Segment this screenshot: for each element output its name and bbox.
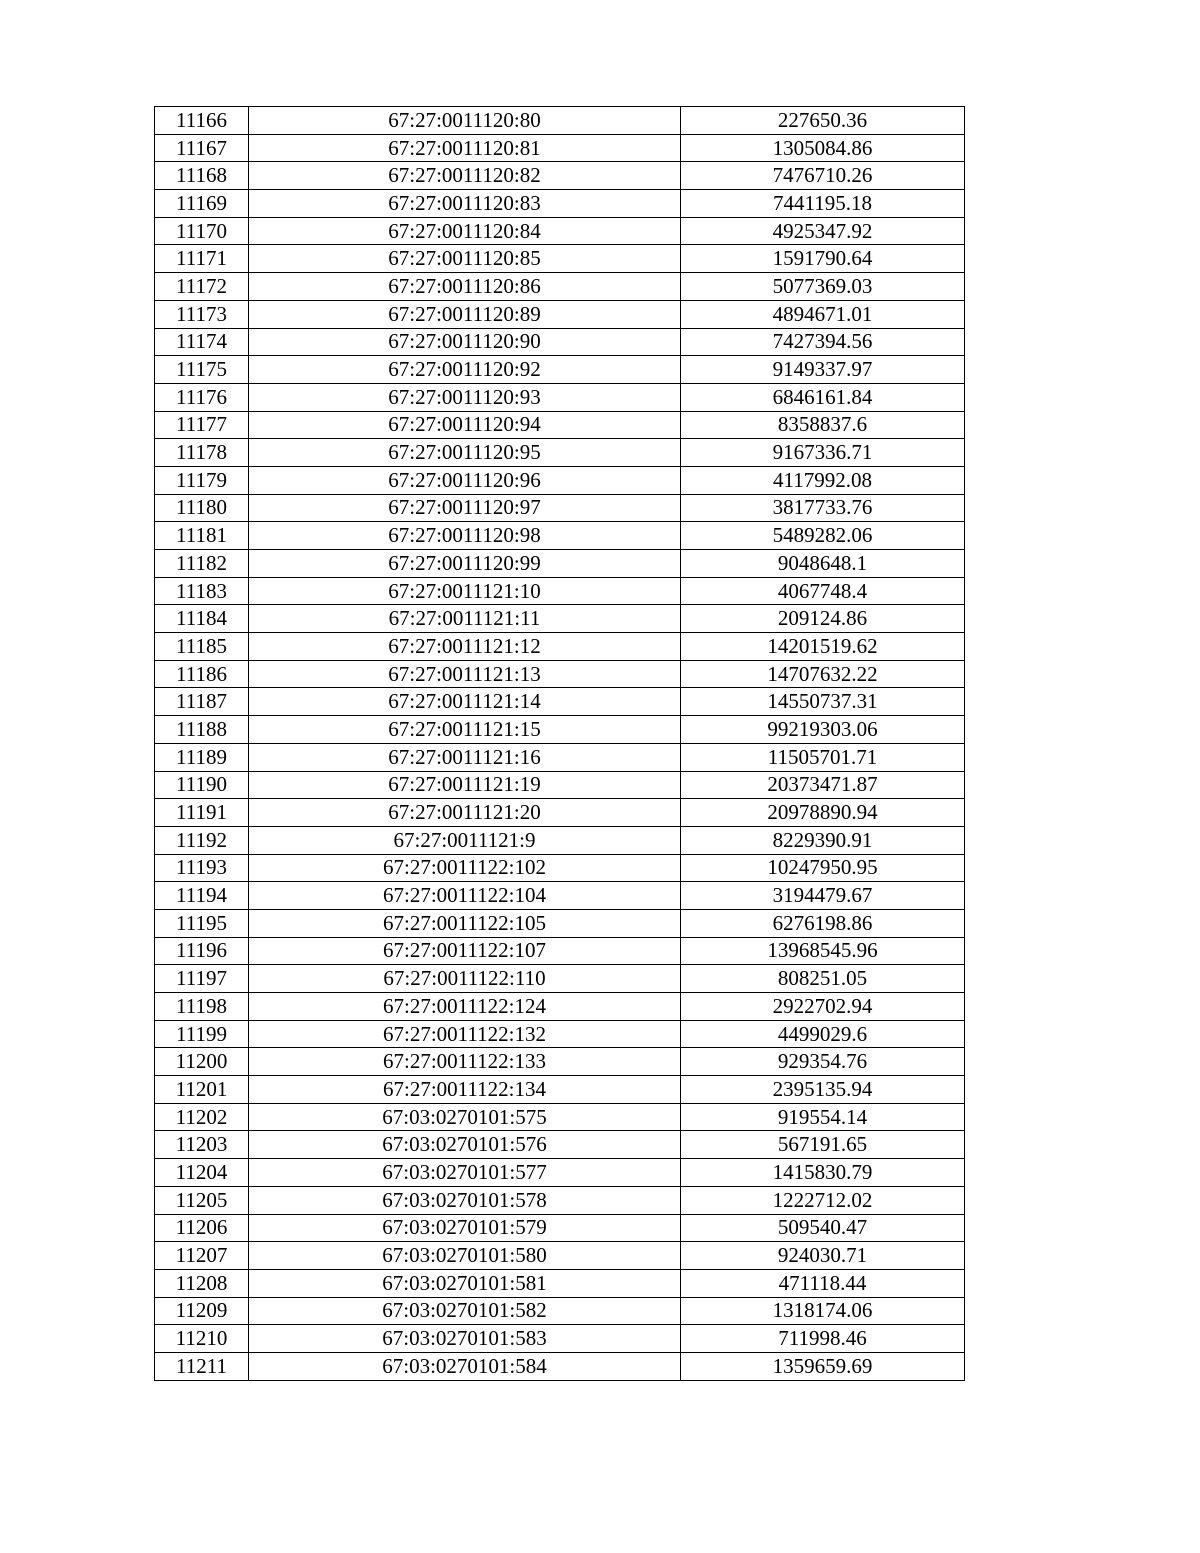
- table-row: [155, 1214, 965, 1242]
- value-cell: 14201519.62: [681, 633, 965, 661]
- table-row: [155, 494, 965, 522]
- table-row: [155, 1076, 965, 1104]
- value-cell: 1222712.02: [681, 1186, 965, 1214]
- cadastral-number-cell: 67:27:0011120:90: [249, 328, 681, 356]
- cadastral-number-cell: 67:27:0011121:10: [249, 577, 681, 605]
- cadastral-number-cell: 67:27:0011120:94: [249, 411, 681, 439]
- cadastral-number-cell: 67:03:0270101:577: [249, 1159, 681, 1187]
- row-number-cell: 11167: [155, 134, 249, 162]
- row-number-cell: 11182: [155, 550, 249, 578]
- table-row: [155, 743, 965, 771]
- table-row: [155, 1297, 965, 1325]
- value-cell: 9149337.97: [681, 356, 965, 384]
- value-cell: 919554.14: [681, 1103, 965, 1131]
- table-row: [155, 854, 965, 882]
- cadastral-number-cell: 67:27:0011120:80: [249, 107, 681, 135]
- cadastral-number-cell: 67:03:0270101:581: [249, 1269, 681, 1297]
- row-number-cell: 11211: [155, 1352, 249, 1380]
- value-cell: 1591790.64: [681, 245, 965, 273]
- cadastral-number-cell: 67:27:0011121:16: [249, 743, 681, 771]
- table-row: [155, 439, 965, 467]
- cadastral-number-cell: 67:27:0011121:12: [249, 633, 681, 661]
- value-cell: 227650.36: [681, 107, 965, 135]
- table-row: [155, 1103, 965, 1131]
- table-row: [155, 965, 965, 993]
- table-row: [155, 826, 965, 854]
- table-row: [155, 1352, 965, 1380]
- row-number-cell: 11191: [155, 799, 249, 827]
- value-cell: 5077369.03: [681, 273, 965, 301]
- row-number-cell: 11189: [155, 743, 249, 771]
- cadastral-number-cell: 67:27:0011120:83: [249, 190, 681, 218]
- value-cell: 1305084.86: [681, 134, 965, 162]
- cadastral-number-cell: 67:27:0011121:20: [249, 799, 681, 827]
- value-cell: 924030.71: [681, 1242, 965, 1270]
- row-number-cell: 11194: [155, 882, 249, 910]
- cadastral-number-cell: 67:27:0011120:86: [249, 273, 681, 301]
- row-number-cell: 11196: [155, 937, 249, 965]
- value-cell: 1318174.06: [681, 1297, 965, 1325]
- value-cell: 471118.44: [681, 1269, 965, 1297]
- value-cell: 2922702.94: [681, 993, 965, 1021]
- cadastral-number-cell: 67:27:0011120:98: [249, 522, 681, 550]
- table-row: [155, 1325, 965, 1353]
- value-cell: 1415830.79: [681, 1159, 965, 1187]
- row-number-cell: 11207: [155, 1242, 249, 1270]
- cadastral-number-cell: 67:27:0011122:134: [249, 1076, 681, 1104]
- value-cell: 711998.46: [681, 1325, 965, 1353]
- cadastral-number-cell: 67:27:0011121:19: [249, 771, 681, 799]
- row-number-cell: 11170: [155, 217, 249, 245]
- row-number-cell: 11205: [155, 1186, 249, 1214]
- row-number-cell: 11169: [155, 190, 249, 218]
- table-row: [155, 716, 965, 744]
- cadastral-number-cell: 67:27:0011122:110: [249, 965, 681, 993]
- row-number-cell: 11210: [155, 1325, 249, 1353]
- row-number-cell: 11188: [155, 716, 249, 744]
- row-number-cell: 11179: [155, 466, 249, 494]
- value-cell: 5489282.06: [681, 522, 965, 550]
- table-row: [155, 356, 965, 384]
- row-number-cell: 11174: [155, 328, 249, 356]
- table-row: [155, 1159, 965, 1187]
- row-number-cell: 11208: [155, 1269, 249, 1297]
- table-row: [155, 107, 965, 135]
- table-row: [155, 300, 965, 328]
- value-cell: 1359659.69: [681, 1352, 965, 1380]
- cadastral-number-cell: 67:27:0011121:13: [249, 660, 681, 688]
- table-row: [155, 577, 965, 605]
- row-number-cell: 11168: [155, 162, 249, 190]
- cadastral-number-cell: 67:27:0011120:92: [249, 356, 681, 384]
- value-cell: 4894671.01: [681, 300, 965, 328]
- cadastral-number-cell: 67:27:0011122:102: [249, 854, 681, 882]
- row-number-cell: 11201: [155, 1076, 249, 1104]
- row-number-cell: 11172: [155, 273, 249, 301]
- table-row: [155, 522, 965, 550]
- value-cell: 7427394.56: [681, 328, 965, 356]
- row-number-cell: 11184: [155, 605, 249, 633]
- value-cell: 14707632.22: [681, 660, 965, 688]
- value-cell: 509540.47: [681, 1214, 965, 1242]
- row-number-cell: 11166: [155, 107, 249, 135]
- value-cell: 209124.86: [681, 605, 965, 633]
- row-number-cell: 11178: [155, 439, 249, 467]
- table-row: [155, 909, 965, 937]
- cadastral-number-cell: 67:03:0270101:579: [249, 1214, 681, 1242]
- cadastral-number-cell: 67:27:0011120:89: [249, 300, 681, 328]
- row-number-cell: 11209: [155, 1297, 249, 1325]
- table-row: [155, 1131, 965, 1159]
- table-row: [155, 162, 965, 190]
- row-number-cell: 11190: [155, 771, 249, 799]
- table-row: [155, 633, 965, 661]
- row-number-cell: 11204: [155, 1159, 249, 1187]
- cadastral-number-cell: 67:03:0270101:582: [249, 1297, 681, 1325]
- row-number-cell: 11171: [155, 245, 249, 273]
- row-number-cell: 11202: [155, 1103, 249, 1131]
- value-cell: 929354.76: [681, 1048, 965, 1076]
- cadastral-number-cell: 67:27:0011121:15: [249, 716, 681, 744]
- cadastral-number-cell: 67:27:0011122:107: [249, 937, 681, 965]
- table-body: [155, 107, 965, 1381]
- table-row: [155, 245, 965, 273]
- table-row: [155, 383, 965, 411]
- cadastral-number-cell: 67:27:0011122:124: [249, 993, 681, 1021]
- row-number-cell: 11200: [155, 1048, 249, 1076]
- cadastral-number-cell: 67:27:0011121:11: [249, 605, 681, 633]
- row-number-cell: 11192: [155, 826, 249, 854]
- table-row: [155, 605, 965, 633]
- value-cell: 4499029.6: [681, 1020, 965, 1048]
- value-cell: 13968545.96: [681, 937, 965, 965]
- cadastral-number-cell: 67:03:0270101:578: [249, 1186, 681, 1214]
- cadastral-number-cell: 67:27:0011120:95: [249, 439, 681, 467]
- table-row: [155, 1186, 965, 1214]
- cadastral-number-cell: 67:27:0011120:93: [249, 383, 681, 411]
- table-row: [155, 134, 965, 162]
- row-number-cell: 11173: [155, 300, 249, 328]
- cadastral-number-cell: 67:27:0011121:9: [249, 826, 681, 854]
- table-row: [155, 882, 965, 910]
- table-row: [155, 328, 965, 356]
- value-cell: 20978890.94: [681, 799, 965, 827]
- cadastral-number-cell: 67:03:0270101:576: [249, 1131, 681, 1159]
- cadastral-number-cell: 67:27:0011120:85: [249, 245, 681, 273]
- table-row: [155, 993, 965, 1021]
- row-number-cell: 11195: [155, 909, 249, 937]
- value-cell: 9167336.71: [681, 439, 965, 467]
- table-row: [155, 217, 965, 245]
- cadastral-number-cell: 67:27:0011122:132: [249, 1020, 681, 1048]
- cadastral-number-cell: 67:27:0011120:96: [249, 466, 681, 494]
- row-number-cell: 11198: [155, 993, 249, 1021]
- cadastral-number-cell: 67:03:0270101:584: [249, 1352, 681, 1380]
- value-cell: 4067748.4: [681, 577, 965, 605]
- row-number-cell: 11193: [155, 854, 249, 882]
- cadastral-number-cell: 67:27:0011122:133: [249, 1048, 681, 1076]
- row-number-cell: 11185: [155, 633, 249, 661]
- table-row: [155, 550, 965, 578]
- cadastral-number-cell: 67:27:0011121:14: [249, 688, 681, 716]
- value-cell: 4925347.92: [681, 217, 965, 245]
- value-cell: 6276198.86: [681, 909, 965, 937]
- cadastral-number-cell: 67:03:0270101:575: [249, 1103, 681, 1131]
- value-cell: 14550737.31: [681, 688, 965, 716]
- cadastral-number-cell: 67:27:0011120:82: [249, 162, 681, 190]
- row-number-cell: 11177: [155, 411, 249, 439]
- table-row: [155, 1242, 965, 1270]
- cadastral-number-cell: 67:27:0011122:105: [249, 909, 681, 937]
- table-row: [155, 411, 965, 439]
- cadastral-number-cell: 67:27:0011120:81: [249, 134, 681, 162]
- row-number-cell: 11183: [155, 577, 249, 605]
- table-row: [155, 799, 965, 827]
- table-row: [155, 937, 965, 965]
- value-cell: 567191.65: [681, 1131, 965, 1159]
- table-row: [155, 1048, 965, 1076]
- value-cell: 9048648.1: [681, 550, 965, 578]
- row-number-cell: 11175: [155, 356, 249, 384]
- value-cell: 10247950.95: [681, 854, 965, 882]
- value-cell: 7476710.26: [681, 162, 965, 190]
- row-number-cell: 11199: [155, 1020, 249, 1048]
- row-number-cell: 11197: [155, 965, 249, 993]
- value-cell: 11505701.71: [681, 743, 965, 771]
- value-cell: 99219303.06: [681, 716, 965, 744]
- data-table: [154, 106, 965, 1381]
- table-row: [155, 273, 965, 301]
- value-cell: 3194479.67: [681, 882, 965, 910]
- table-row: [155, 190, 965, 218]
- table-row: [155, 1020, 965, 1048]
- table-row: [155, 466, 965, 494]
- row-number-cell: 11187: [155, 688, 249, 716]
- table-row: [155, 771, 965, 799]
- value-cell: 20373471.87: [681, 771, 965, 799]
- value-cell: 8358837.6: [681, 411, 965, 439]
- cadastral-number-cell: 67:27:0011120:84: [249, 217, 681, 245]
- value-cell: 808251.05: [681, 965, 965, 993]
- cadastral-number-cell: 67:27:0011120:99: [249, 550, 681, 578]
- row-number-cell: 11181: [155, 522, 249, 550]
- row-number-cell: 11180: [155, 494, 249, 522]
- value-cell: 3817733.76: [681, 494, 965, 522]
- table-row: [155, 688, 965, 716]
- table-row: [155, 660, 965, 688]
- row-number-cell: 11206: [155, 1214, 249, 1242]
- value-cell: 7441195.18: [681, 190, 965, 218]
- row-number-cell: 11203: [155, 1131, 249, 1159]
- value-cell: 2395135.94: [681, 1076, 965, 1104]
- cadastral-number-cell: 67:27:0011122:104: [249, 882, 681, 910]
- value-cell: 8229390.91: [681, 826, 965, 854]
- row-number-cell: 11176: [155, 383, 249, 411]
- table-row: [155, 1269, 965, 1297]
- cadastral-number-cell: 67:27:0011120:97: [249, 494, 681, 522]
- value-cell: 6846161.84: [681, 383, 965, 411]
- cadastral-number-cell: 67:03:0270101:583: [249, 1325, 681, 1353]
- row-number-cell: 11186: [155, 660, 249, 688]
- cadastral-number-cell: 67:03:0270101:580: [249, 1242, 681, 1270]
- value-cell: 4117992.08: [681, 466, 965, 494]
